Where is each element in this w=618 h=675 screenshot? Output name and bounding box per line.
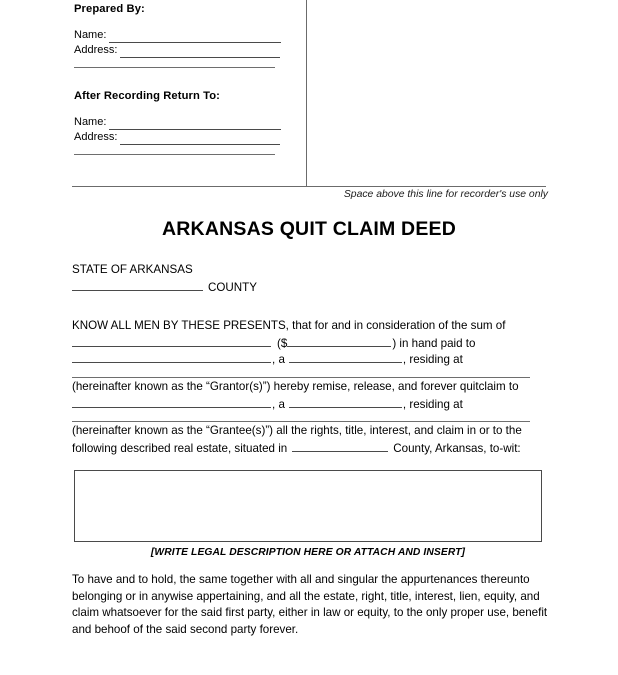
prepared-by-heading: Prepared By: [74, 3, 145, 15]
grantee-entity-type-input[interactable] [289, 396, 402, 408]
recorder-header-bottom-rule [72, 186, 546, 187]
recorder-header-block [0, 0, 618, 188]
habendum-line-1: To have and to hold, the same together with all and singular the appurtenances thereunto [72, 573, 530, 586]
county-row [72, 279, 542, 297]
county-input[interactable] [72, 279, 203, 291]
deed-body [72, 262, 542, 456]
grantor-name-input[interactable] [72, 335, 271, 347]
prepared-by-name-label: Name: [74, 29, 107, 41]
know-all-men-line: KNOW ALL MEN BY THESE PRESENTS, that for and in consideration of the sum of [72, 319, 506, 333]
prepared-by-name-input[interactable] [109, 30, 281, 43]
grantor-clause: (hereinafter known as the “Grantor(s)”) hereby remise, release, and forever quitclaim to [72, 379, 519, 393]
legal-description-box[interactable] [74, 470, 542, 542]
after-recording-address-input[interactable] [120, 132, 280, 145]
prepared-by-block [74, 2, 314, 68]
after-recording-name-label: Name: [74, 116, 107, 128]
grantor-name-consideration-row [72, 335, 542, 352]
grantor-residing-at-text: , residing at [402, 353, 463, 367]
grantee-entity-name-input[interactable] [72, 396, 271, 408]
grantor-entity-type-input[interactable] [289, 351, 402, 363]
county-arkansas-towit-text: County, Arkansas, to-wit: [393, 441, 521, 455]
prepared-by-name-row [74, 28, 314, 43]
legal-description-caption: [WRITE LEGAL DESCRIPTION HERE OR ATTACH AND INSERT] [150, 547, 466, 558]
recorder-use-note: Space above this line for recorder's use only [343, 189, 548, 200]
after-recording-block [74, 89, 314, 155]
after-recording-address-input-line2[interactable] [74, 154, 275, 155]
habendum-paragraph [72, 572, 548, 638]
state-line: STATE OF ARKANSAS [72, 263, 193, 276]
after-recording-name-row [74, 115, 314, 130]
grantor-comma-a-text: , a [272, 353, 285, 367]
prepared-by-address-input[interactable] [120, 45, 280, 58]
grantee-residing-at-text: , residing at [402, 397, 463, 411]
prepared-by-address-label: Address: [74, 44, 118, 56]
grantor-entity-name-input[interactable] [72, 351, 271, 363]
grantor-address-input[interactable] [72, 377, 530, 378]
habendum-line-4: and behoof of the said second party forever. [72, 622, 299, 636]
after-recording-address-row [74, 130, 314, 145]
dollar-close-text: ) in hand paid to [392, 336, 476, 350]
dollar-open-text: ($ [277, 336, 288, 350]
habendum-line-3: claim whatsoever for the said first party, either in law or equity, to the only proper use, benefit [72, 606, 548, 620]
after-recording-heading: After Recording Return To: [74, 90, 220, 102]
after-recording-name-input[interactable] [109, 117, 281, 130]
grantee-address-input[interactable] [72, 421, 530, 422]
prepared-by-address-row [74, 43, 314, 58]
habendum-line-2: belonging or in anywise appertaining, and all the estate, right, title, interest, lien, equity, and [72, 589, 540, 603]
grantee-comma-a-text: , a [272, 397, 285, 411]
page-title: ARKANSAS QUIT CLAIM DEED [161, 218, 457, 240]
prepared-by-address-input-line2[interactable] [74, 67, 275, 68]
property-county-input[interactable] [292, 440, 388, 452]
consideration-amount-input[interactable] [287, 335, 391, 347]
grantee-entity-row [72, 396, 542, 413]
after-recording-address-label: Address: [74, 131, 118, 143]
situated-in-text: following described real estate, situated in [72, 441, 288, 455]
grantee-clause-line-2 [72, 440, 542, 457]
county-label: COUNTY [208, 280, 257, 294]
spacer [72, 296, 542, 318]
grantor-entity-row [72, 351, 542, 368]
grantee-clause-line-1: (hereinafter known as the “Grantee(s)”) all the rights, title, interest, and claim in or to the [72, 424, 522, 438]
